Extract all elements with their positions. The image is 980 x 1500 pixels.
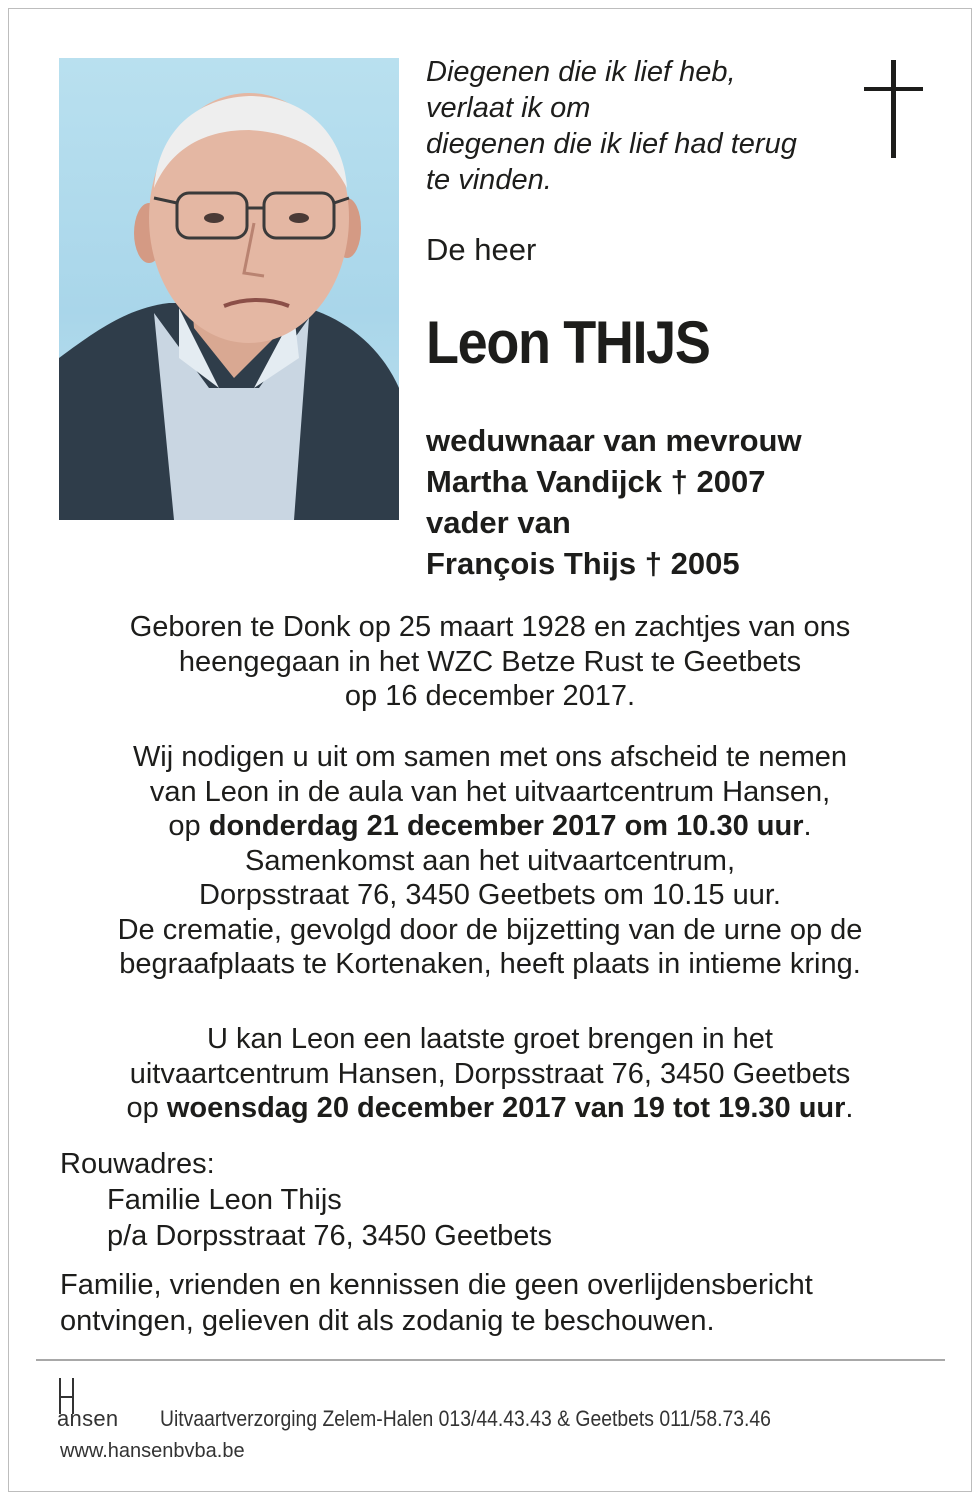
- visit-date-line: op woensdag 20 december 2017 van 19 tot 19.30 uur.: [126, 1092, 854, 1124]
- ceremony-date-line: op donderdag 21 december 2017 om 10.30 uur.: [168, 810, 812, 842]
- visit-date: woensdag 20 december 2017 van 19 tot 19.30 uur: [166, 1092, 846, 1124]
- ceremony-paragraph: [40, 740, 940, 982]
- paragraph-line: U kan Leon een laatste groet brengen in het: [207, 1023, 773, 1055]
- birth-death-paragraph: [40, 610, 940, 714]
- paragraph-line: uitvaartcentrum Hansen, Dorpsstraat 76, 3450 Geetbets: [129, 1057, 851, 1090]
- relation-line: Martha Vandijck † 2007: [426, 464, 766, 499]
- family-note-line: Familie, vrienden en kennissen die geen overlijdensbericht: [60, 1269, 813, 1301]
- paragraph-line: heengegaan in het WZC Betze Rust te Geetbets: [178, 645, 802, 678]
- relation-line: vader van: [426, 505, 571, 540]
- rouwadres-line: p/a Dorpsstraat 76, 3450 Geetbets: [107, 1220, 552, 1252]
- paragraph-line: van Leon in de aula van het uitvaartcentrum Hansen,: [149, 775, 831, 808]
- ceremony-date: donderdag 21 december 2017 om 10.30 uur: [208, 810, 804, 842]
- footer-website-link[interactable]: www.hansenbvba.be: [60, 1440, 245, 1462]
- salutation: De heer: [426, 232, 537, 267]
- paragraph-line: Geboren te Donk op 25 maart 1928 en zachtjes van ons: [129, 611, 851, 643]
- poem-line: Diegenen die ik lief heb,: [426, 56, 736, 88]
- paragraph-line: Samenkomst aan het uitvaartcentrum,: [244, 844, 735, 877]
- footer-divider: [36, 1359, 945, 1361]
- paragraph-line: De crematie, gevolgd door de bijzetting van de urne op de: [117, 913, 863, 946]
- poem: [426, 54, 856, 198]
- relations: [426, 420, 802, 584]
- paragraph-line: Dorpsstraat 76, 3450 Geetbets om 10.15 uur.: [199, 879, 781, 911]
- family-note: [60, 1267, 813, 1339]
- footer-contact: Uitvaartverzorging Zelem-Halen 013/44.43.43 & Geetbets 011/58.73.46: [160, 1406, 771, 1431]
- logo-name: ansen: [57, 1406, 119, 1431]
- rouwadres-line: Familie Leon Thijs: [107, 1184, 342, 1216]
- family-note-line: ontvingen, gelieven dit als zodanig te beschouwen.: [60, 1305, 715, 1337]
- paragraph-line: begraafplaats te Kortenaken, heeft plaats in intieme kring.: [119, 948, 861, 980]
- cross-icon: [864, 60, 924, 160]
- poem-line: verlaat ik om: [426, 92, 591, 124]
- paragraph-line: op 16 december 2017.: [344, 680, 636, 712]
- relation-line: weduwnaar van mevrouw: [426, 423, 802, 458]
- deceased-name: Leon THIJS: [426, 309, 710, 376]
- hansen-logo: [57, 1376, 157, 1440]
- poem-line: te vinden.: [426, 164, 552, 196]
- visit-paragraph: [40, 1022, 940, 1126]
- rouwadres-label: Rouwadres:: [60, 1148, 215, 1180]
- relation-line: François Thijs † 2005: [426, 546, 740, 581]
- poem-line: diegenen die ik lief had terug: [426, 128, 797, 160]
- portrait-photo: [59, 58, 399, 520]
- rouwadres: [60, 1146, 552, 1254]
- paragraph-line: Wij nodigen u uit om samen met ons afscheid te nemen: [132, 741, 848, 773]
